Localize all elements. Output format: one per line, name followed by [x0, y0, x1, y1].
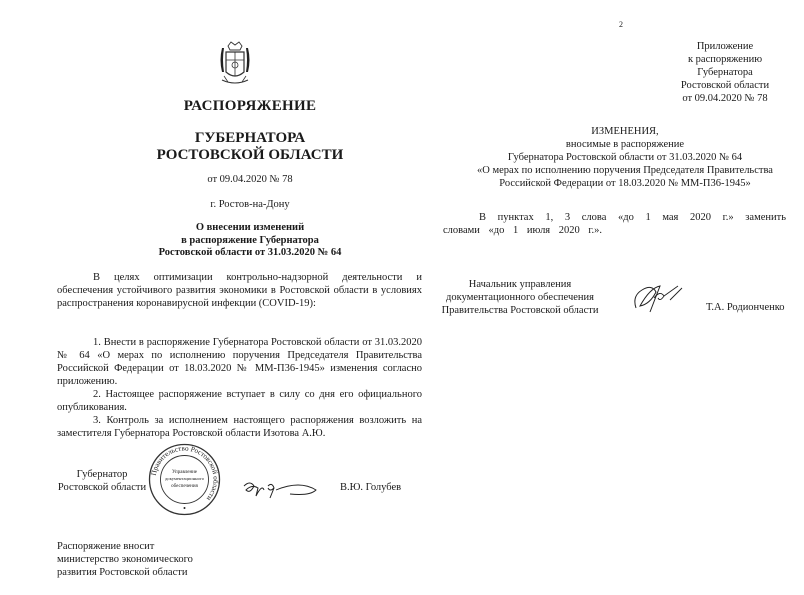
official-stamp [148, 443, 221, 516]
changes-line-4: «О мерах по исполнению поручения Председателя Правительства [477, 165, 773, 176]
chief-name: Т.А. Родионченко [706, 302, 785, 313]
submitter-line-1: Распоряжение вносит [57, 541, 155, 552]
about-line-3: Ростовской области от 31.03.2020 № 64 [158, 247, 342, 258]
page-number: 2 [619, 20, 623, 29]
changes-body: В пунктах 1, 3 слова «до 1 мая 2020 г.» заменить словами «до 1 июля 2020 г.». [443, 212, 786, 236]
subtitle-line-2: РОСТОВСКОЙ ОБЛАСТИ [156, 147, 344, 163]
document-about [120, 222, 380, 260]
appendix-line-5: от 09.04.2020 № 78 [682, 93, 768, 104]
appendix-line-3: Губернатора [697, 67, 753, 78]
svg-text:Правительство Ростовской облас: Правительство Ростовской области [149, 444, 220, 503]
svg-text:документационного: документационного [164, 476, 205, 481]
document-city: г. Ростов-на-Дону [210, 199, 290, 210]
preamble-paragraph: В целях оптимизации контрольно-надзорной деятельности и обеспечения устойчивого развития экономики в Ростовской области в условиях распространения коронавирусной инфекции (COVID-19): [57, 272, 422, 309]
changes-heading [470, 125, 780, 190]
svg-text:обеспечения: обеспечения [171, 484, 198, 489]
chief-signature [630, 278, 690, 318]
chief-title [440, 278, 600, 317]
appendix-line-2: к распоряжению [687, 54, 763, 65]
document-date-number: от 09.04.2020 № 78 [207, 174, 293, 185]
svg-text:Управление: Управление [171, 470, 198, 475]
chief-line-3: Правительства Ростовской области [441, 305, 599, 316]
document-title: РАСПОРЯЖЕНИЕ [183, 98, 317, 114]
chief-line-1: Начальник управления [468, 279, 572, 290]
changes-line-2: вносимые в распоряжение [565, 139, 685, 150]
appendix-header [660, 40, 790, 105]
about-line-2: в распоряжение Губернатора [181, 234, 319, 246]
subtitle-line-1: ГУБЕРНАТОРА [194, 130, 306, 146]
order-item-2: 2. Настоящее распоряжение вступает в силу со дня его официального опубликования. [57, 389, 422, 413]
coat-of-arms-emblem [214, 38, 256, 88]
signatory-name: В.Ю. Голубев [340, 482, 402, 493]
changes-line-5: Российской Федерации от 18.03.2020 № ММ-П36-1945» [499, 178, 751, 189]
signatory-title-line-2: Ростовской области [57, 482, 147, 493]
signatory-title [57, 468, 147, 494]
order-items [57, 336, 422, 440]
submitter-line-2: министерство экономического [57, 554, 193, 565]
about-line-1: О внесении изменений [195, 222, 305, 233]
signatory-title-line-1: Губернатор [76, 469, 128, 480]
document-subtitle [130, 130, 370, 164]
order-item-1: 1. Внести в распоряжение Губернатора Ростовской области от 31.03.2020 № 64 «О мерах по исполнению поручения Председателя Правительства Российской Федерации от 18.03.2020 № ММ-П36-1945» изменения согласно приложению. [57, 337, 422, 387]
chief-line-2: документационного обеспечения [446, 292, 594, 303]
changes-line-1: ИЗМЕНЕНИЯ, [591, 126, 659, 137]
changes-line-3: Губернатора Ростовской области от 31.03.2020 № 64 [507, 152, 743, 163]
submitter-note [57, 540, 257, 579]
governor-signature [240, 476, 320, 502]
submitter-line-3: развития Ростовской области [57, 567, 188, 578]
appendix-line-1: Приложение [696, 41, 754, 52]
order-item-3: 3. Контроль за исполнением настоящего распоряжения возложить на заместителя Губернатора Ростовской области Изотова А.Ю. [57, 415, 422, 439]
appendix-line-4: Ростовской области [680, 80, 770, 91]
